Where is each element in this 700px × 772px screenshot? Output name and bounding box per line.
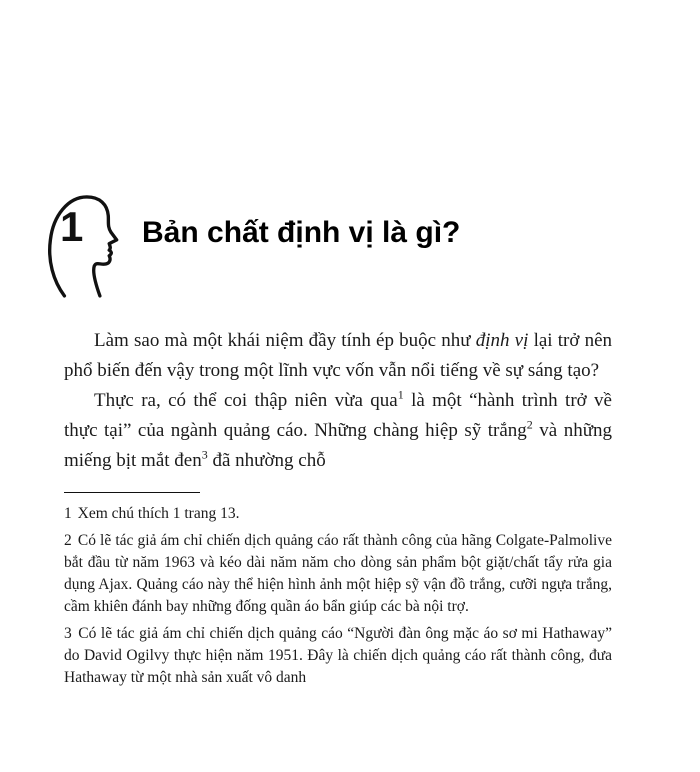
italic-term: định vị	[475, 330, 529, 351]
footnote-ref-2: 2	[526, 417, 533, 432]
footnote-3-text: Có lẽ tác giả ám chỉ chiến dịch quảng cáo “Người đàn ông mặc áo sơ mi Hathaway” do David Ogilvy thực hiện năm 1951. Đây là chiến dịch quảng cáo rất thành công, đưa Hathaway từ một nhà sản xuất vô danh	[64, 625, 613, 686]
paragraph-2	[64, 386, 612, 476]
footnote-3-marker: 3	[64, 625, 72, 642]
footnote-ref-3: 3	[201, 447, 208, 462]
footnote-separator	[64, 492, 200, 493]
chapter-header	[42, 190, 640, 300]
footnote-1-marker: 1	[64, 505, 72, 522]
footnote-2-marker: 2	[64, 532, 72, 549]
footnote-ref-1: 1	[397, 387, 404, 402]
footnotes-section	[64, 503, 612, 689]
paragraph-1-text-cont: lại trở nên phổ biến đến vậy trong một lĩnh vực vốn vẫn nổi tiếng về sự sáng tạo?	[64, 330, 612, 381]
head-profile-icon	[42, 190, 126, 300]
footnote-1	[64, 503, 612, 525]
paragraph-1	[64, 326, 612, 386]
footnote-2	[64, 530, 612, 618]
footnote-2-text: Có lẽ tác giả ám chỉ chiến dịch quảng cáo rất thành công của hãng Colgate-Palmolive bắt đầu từ năm 1963 và kéo dài năm năm cho dòng sản phẩm bột giặt/chất tẩy rửa gia dụng Ajax. Quảng cáo này thể hiện hình ảnh một hiệp sỹ vận đồ trắng, cưỡi ngựa trắng, cầm khiên đánh bay những đống quần áo bẩn giúp các bà nội trợ.	[64, 532, 612, 615]
paragraph-2-text-cont-2: và những miếng bịt mắt đen	[64, 420, 613, 471]
footnote-1-text: Xem chú thích 1 trang 13.	[77, 505, 240, 522]
paragraph-1-text: Làm sao mà một khái niệm đầy tính ép buộc như	[94, 330, 476, 351]
paragraph-2-text: Thực ra, có thể coi thập niên vừa qua	[94, 390, 398, 411]
chapter-number: 1	[60, 203, 84, 250]
paragraph-2-text-cont-1: là một “hành trình trở về thực tại” của ngành quảng cáo. Những chàng hiệp sỹ trắng	[64, 390, 612, 441]
footnote-3	[64, 623, 612, 689]
paragraph-2-text-cont-3: đã nhường chỗ	[207, 450, 326, 471]
body-text	[64, 326, 612, 476]
chapter-title: Bản chất định vị là gì?	[142, 216, 461, 249]
